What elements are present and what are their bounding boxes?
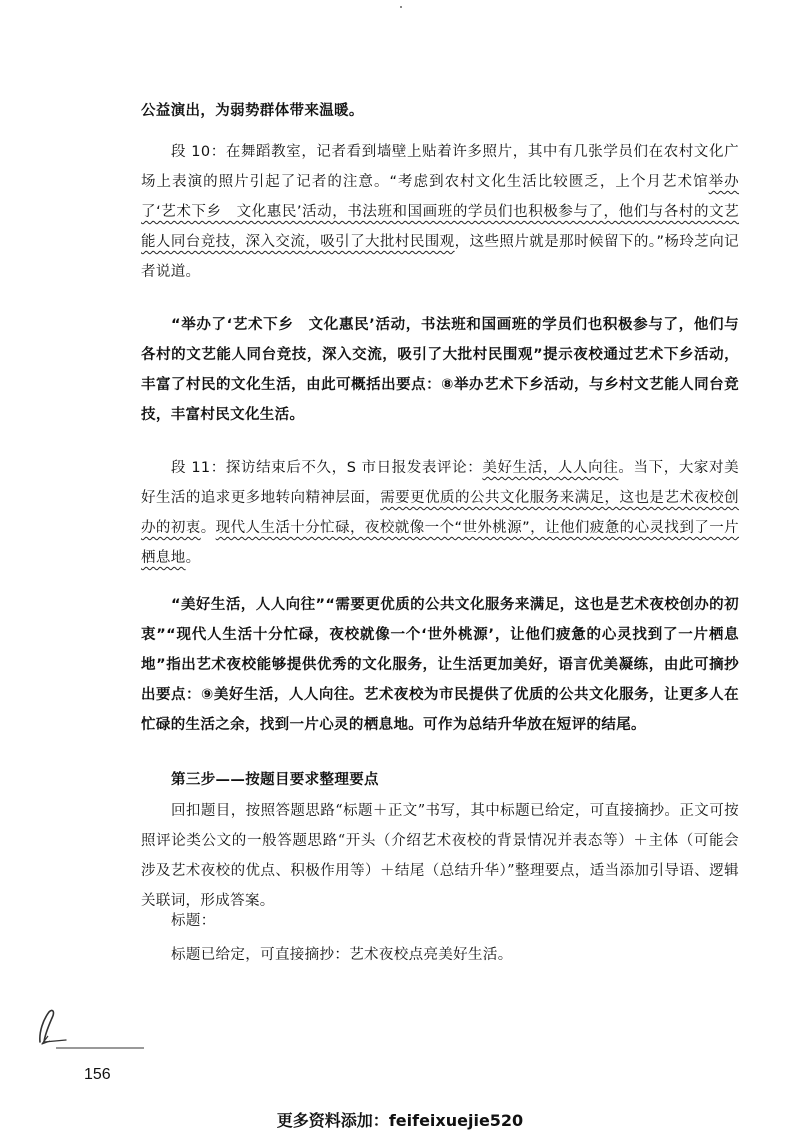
footer-note: [0, 1108, 800, 1131]
duan10-underlined-quote: 举办了‘艺术下乡 文化惠民’活动，书法班和国画班的学员们也积极参与了，他们与各村的文艺能人同台竞技，深入交流，吸引了大批村民围观: [141, 174, 739, 250]
title-label-line: [141, 906, 739, 936]
duan10-text-2: ，这些照片就是那时候留下的。”杨玲芝向记者说道。: [141, 234, 739, 280]
footer-label: 更多资料添加：: [276, 1111, 389, 1130]
pen-icon: [30, 1008, 150, 1052]
duan11-underlined-3: 现代人生活十分忙碌，夜校就像一个“世外桃源”，让他们疲惫的心灵找到了一片栖息地: [141, 520, 739, 566]
step3-body-text: 回扣题目，按照答题思路“标题＋正文”书写，其中标题已给定，可直接摘抄。正文可按照评论类公文的一般答题思路“开头（介绍艺术夜校的背景情况并表态等）＋主体（可能会涉及艺术夜校的优点、积极作用等）＋结尾（总结升华）”整理要点，适当添加引导语、逻辑关联词，形成答案。: [141, 803, 739, 909]
analysis-paragraph-10: [141, 310, 739, 430]
duan11-text-4: 。: [185, 550, 201, 566]
title-text-line: [141, 940, 739, 970]
step3-heading-text: 第三步——按题目要求整理要点: [171, 772, 379, 788]
duan11-text-2: 。当下，大家对美好生活的追求更多地转向精神层面，: [141, 460, 739, 506]
duan11-text-3: 。: [200, 520, 216, 536]
analysis-paragraph-11: [141, 590, 739, 740]
scan-mark: [400, 6, 402, 8]
source-paragraph-11: [141, 453, 739, 573]
duan10-text-1: 段 10：在舞蹈教室，记者看到墙壁上贴着许多照片，其中有几张学员们在农村文化广场上表演的照片引起了记者的注意。“考虑到农村文化生活比较匮乏，上个月艺术馆: [141, 144, 739, 190]
title-text: 标题已给定，可直接摘抄：艺术夜校点亮美好生活。: [171, 947, 513, 963]
step3-body: [141, 796, 739, 916]
title-label: 标题：: [171, 913, 216, 929]
step3-heading: [141, 765, 739, 795]
page-number: 156: [84, 1066, 111, 1083]
analysis11-text: “美好生活，人人向往”“需要更优质的公共文化服务来满足，这也是艺术夜校创办的初衷”“现代人生活十分忙碌，夜校就像一个‘世外桃源’，让他们疲惫的心灵找到了一片栖息地”指出艺术夜校能够提供优秀的文化服务，让生活更加美好，语言优美凝练，由此可摘抄出要点：⑨美好生活，人人向往。艺术夜校为市民提供了优质的公共文化服务，让更多人在忙碌的生活之余，找到一片心灵的栖息地。可作为总结升华放在短评的结尾。: [141, 597, 739, 733]
intro-line: [141, 96, 739, 126]
analysis10-text: “举办了‘艺术下乡 文化惠民’活动，书法班和国画班的学员们也积极参与了，他们与各村的文艺能人同台竞技，深入交流，吸引了大批村民围观”提示夜校通过艺术下乡活动，丰富了村民的文化生活，由此可概括出要点：⑧举办艺术下乡活动，与乡村文艺能人同台竞技，丰富村民文化生活。: [141, 317, 739, 423]
source-paragraph-10: [141, 137, 739, 287]
intro-text: 公益演出，为弱势群体带来温暖。: [141, 103, 364, 119]
duan11-text-1: 段 11：探访结束后不久，S 市日报发表评论：: [171, 460, 483, 476]
duan11-underlined-2: 需要更优质的公共文化服务来满足，这也是艺术夜校创办的初衷: [141, 490, 739, 536]
duan11-underlined-1: 美好生活，人人向往: [482, 460, 619, 476]
footer-contact: feifeixuejie520: [388, 1111, 524, 1130]
